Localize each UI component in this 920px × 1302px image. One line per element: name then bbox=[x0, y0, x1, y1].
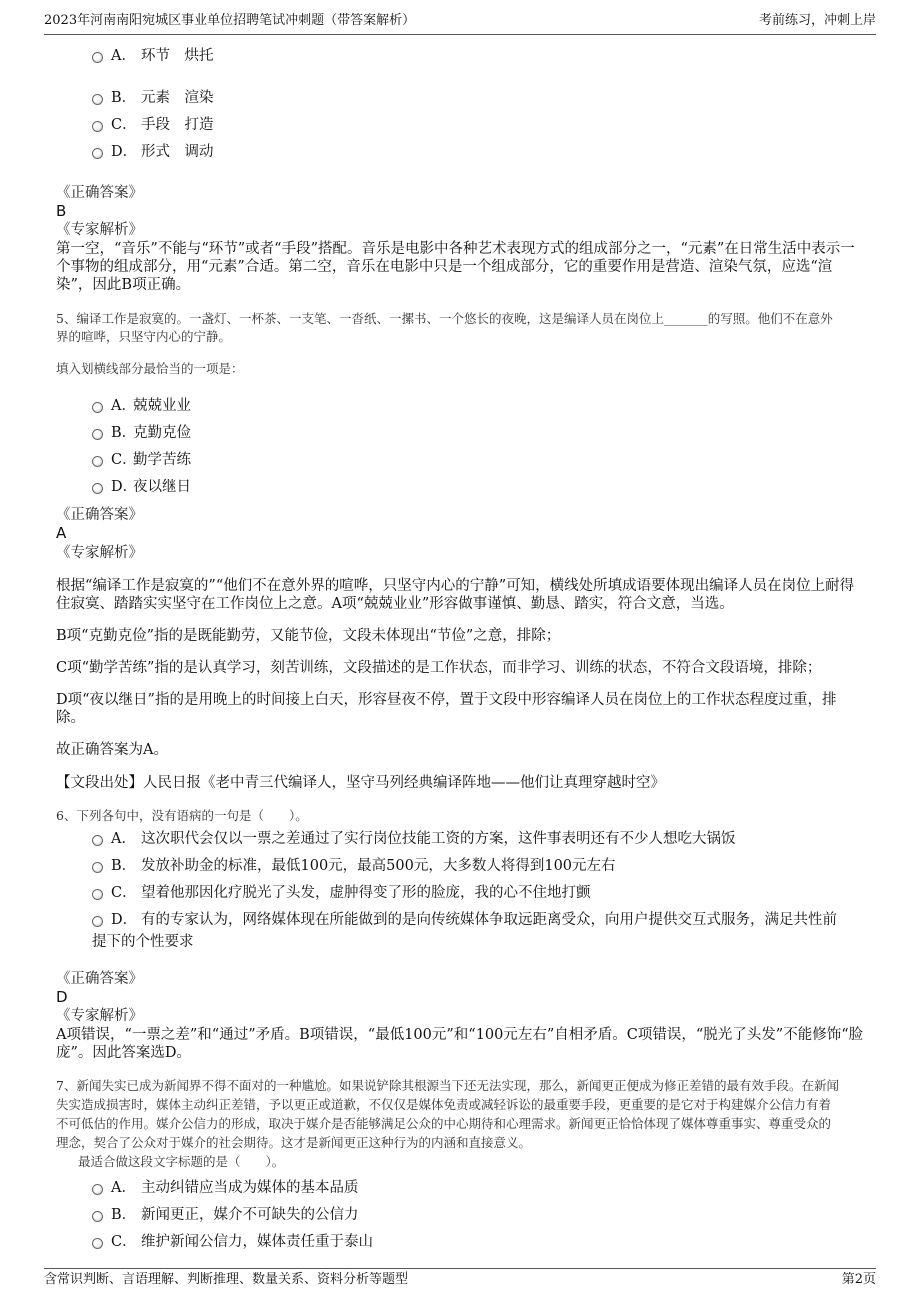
option-a[interactable]: A． 主动纠错应当成为媒体的基本品质 bbox=[92, 1178, 359, 1198]
analysis-line: 根据“编译工作是寂寞的”“他们不在意外界的喧哗，只坚守内心的宁静”可知，横线处所填成语要体现出编译人员在岗位上耐得 bbox=[56, 578, 855, 594]
option-b[interactable]: B． 新闻更正，媒介不可缺失的公信力 bbox=[92, 1205, 359, 1225]
footer-description: 含常识判断、言语理解、判断推理、数量关系、资料分析等题型 bbox=[44, 1272, 409, 1287]
option-b[interactable]: B． 克勤克俭 bbox=[92, 423, 191, 443]
radio-icon[interactable] bbox=[92, 456, 103, 467]
question-stem: 6、下列各句中，没有语病的一句是（ ）。 bbox=[56, 808, 308, 823]
radio-icon[interactable] bbox=[92, 483, 103, 494]
option-d[interactable]: D． 形式 调动 bbox=[92, 142, 214, 162]
answer-value: A bbox=[56, 524, 67, 542]
option-c[interactable]: C． 勤学苦练 bbox=[92, 450, 191, 470]
option-a[interactable]: A． 环节 烘托 bbox=[92, 46, 214, 66]
answer-label: 《正确答案》 bbox=[56, 971, 143, 987]
option-d[interactable]: D． 有的专家认为，网络媒体现在所能做到的是向传统媒体争取远距离受众，向用户提供交互式服务，满足共性前 bbox=[92, 910, 837, 930]
analysis-line: B项“克勤克俭”指的是既能勤劳，又能节俭，文段未体现出“节俭”之意，排除； bbox=[56, 628, 561, 644]
question-stem: 不可低估的作用。媒介公信力的形成，取决于媒介是否能够满足公众的中心期待和心理需求。新闻更正恰恰体现了媒体尊重事实、尊重受众的 bbox=[56, 1116, 832, 1131]
question-stem: 7、新闻失实已成为新闻界不得不面对的一种尴尬。如果说铲除其根源当下还无法实现，那么，新闻更正便成为修正差错的最有效手段。在新闻 bbox=[56, 1078, 839, 1093]
question-stem: 5、编译工作是寂寞的。一盏灯、一杯茶、一支笔、一沓纸、一摞书、一个悠长的夜晚，这是编译人员在岗位上_______的写照。他们不在意外 bbox=[56, 311, 833, 326]
radio-icon[interactable] bbox=[92, 94, 103, 105]
radio-icon[interactable] bbox=[92, 916, 103, 927]
analysis-line: D项“夜以继日”指的是用晚上的时间接上白天，形容昼夜不停，置于文段中形容编译人员在岗位上的工作状态程度过重，排 bbox=[56, 692, 837, 708]
page-header bbox=[44, 10, 876, 35]
question-stem: 理念，契合了公众对于媒介的社会期待。这才是新闻更正这种行为的内涵和直接意义。 bbox=[56, 1135, 532, 1150]
page-number: 第2页 bbox=[841, 1272, 876, 1287]
radio-icon[interactable] bbox=[92, 429, 103, 440]
radio-icon[interactable] bbox=[92, 121, 103, 132]
answer-label: 《正确答案》 bbox=[56, 507, 143, 523]
page-footer bbox=[44, 1268, 876, 1293]
header-slogan: 考前练习，冲刺上岸 bbox=[758, 13, 876, 28]
radio-icon[interactable] bbox=[92, 862, 103, 873]
analysis-line: 住寂寞、踏踏实实坚守在工作岗位上之意。A项“兢兢业业”形容做事谨慎、勤恳、踏实，符合文意，当选。 bbox=[56, 596, 734, 612]
radio-icon[interactable] bbox=[92, 402, 103, 413]
question-stem: 失实造成损害时，媒体主动纠正差错，予以更正或道歉，不仅仅是媒体免责或减轻诉讼的最重要手段，更重要的是它对于构建媒介公信力有着 bbox=[56, 1097, 832, 1112]
option-d[interactable]: D． 夜以继日 bbox=[92, 477, 191, 497]
radio-icon[interactable] bbox=[92, 835, 103, 846]
analysis-line: 染”，因此B项正确。 bbox=[56, 277, 191, 293]
analysis-line: C项“勤学苦练”指的是认真学习，刻苦训练，文段描述的是工作状态，而非学习、训练的状态，不符合文段语境，排除； bbox=[56, 660, 822, 676]
option-d-continuation: 提下的个性要求 bbox=[92, 934, 194, 950]
radio-icon[interactable] bbox=[92, 52, 103, 63]
analysis-label: 《专家解析》 bbox=[56, 545, 143, 561]
document-title: 2023年河南南阳宛城区事业单位招聘笔试冲刺题（带答案解析） bbox=[44, 13, 416, 28]
analysis-line: 第一空，“音乐”不能与“环节”或者“手段”搭配。音乐是电影中各种艺术表现方式的组成部分之一，“元素”在日常生活中表示一 bbox=[56, 241, 855, 257]
source-citation: 【文段出处】人民日报《老中青三代编译人，坚守马列经典编译阵地——他们让真理穿越时空》 bbox=[56, 775, 665, 791]
option-c[interactable]: C． 望着他那因化疗脱光了头发，虚肿得变了形的脸庞，我的心不住地打颤 bbox=[92, 883, 591, 903]
answer-value: D bbox=[56, 988, 68, 1006]
question-prompt: 填入划横线部分最恰当的一项是： bbox=[56, 361, 244, 376]
answer-label: 《正确答案》 bbox=[56, 185, 143, 201]
radio-icon[interactable] bbox=[92, 1238, 103, 1249]
option-b[interactable]: B． 发放补助金的标准，最低100元，最高500元，大多数人将得到100元左右 bbox=[92, 856, 616, 876]
analysis-line: A项错误，“一票之差”和“通过”矛盾。B项错误，“最低100元”和“100元左右”自相矛盾。C项错误，“脱光了头发”不能修饰“脸 bbox=[56, 1027, 864, 1043]
option-c[interactable]: C． 手段 打造 bbox=[92, 115, 214, 135]
question-stem: 界的喧哗，只坚守内心的宁静。 bbox=[56, 329, 232, 344]
analysis-label: 《专家解析》 bbox=[56, 1008, 143, 1024]
radio-icon[interactable] bbox=[92, 1184, 103, 1195]
option-c[interactable]: C． 维护新闻公信力，媒体责任重于泰山 bbox=[92, 1232, 373, 1252]
radio-icon[interactable] bbox=[92, 889, 103, 900]
option-b[interactable]: B． 元素 渲染 bbox=[92, 88, 214, 108]
analysis-line: 个事物的组成部分，用“元素”合适。第二空，音乐在电影中只是一个组成部分，它的重要作用是营造、渲染气氛，应选“渲 bbox=[56, 259, 833, 275]
analysis-label: 《专家解析》 bbox=[56, 222, 143, 238]
analysis-line: 除。 bbox=[56, 710, 85, 726]
analysis-line: 庞”。因此答案选D。 bbox=[56, 1045, 192, 1061]
option-a[interactable]: A． 这次职代会仅以一票之差通过了实行岗位技能工资的方案，这件事表明还有不少人想吃大锅饭 bbox=[92, 829, 736, 849]
question-prompt: 最适合做这段文字标题的是（ ）。 bbox=[78, 1154, 285, 1169]
analysis-line: 故正确答案为A。 bbox=[56, 742, 168, 758]
answer-value: B bbox=[56, 202, 67, 220]
radio-icon[interactable] bbox=[92, 148, 103, 159]
option-a[interactable]: A． 兢兢业业 bbox=[92, 396, 191, 416]
radio-icon[interactable] bbox=[92, 1211, 103, 1222]
